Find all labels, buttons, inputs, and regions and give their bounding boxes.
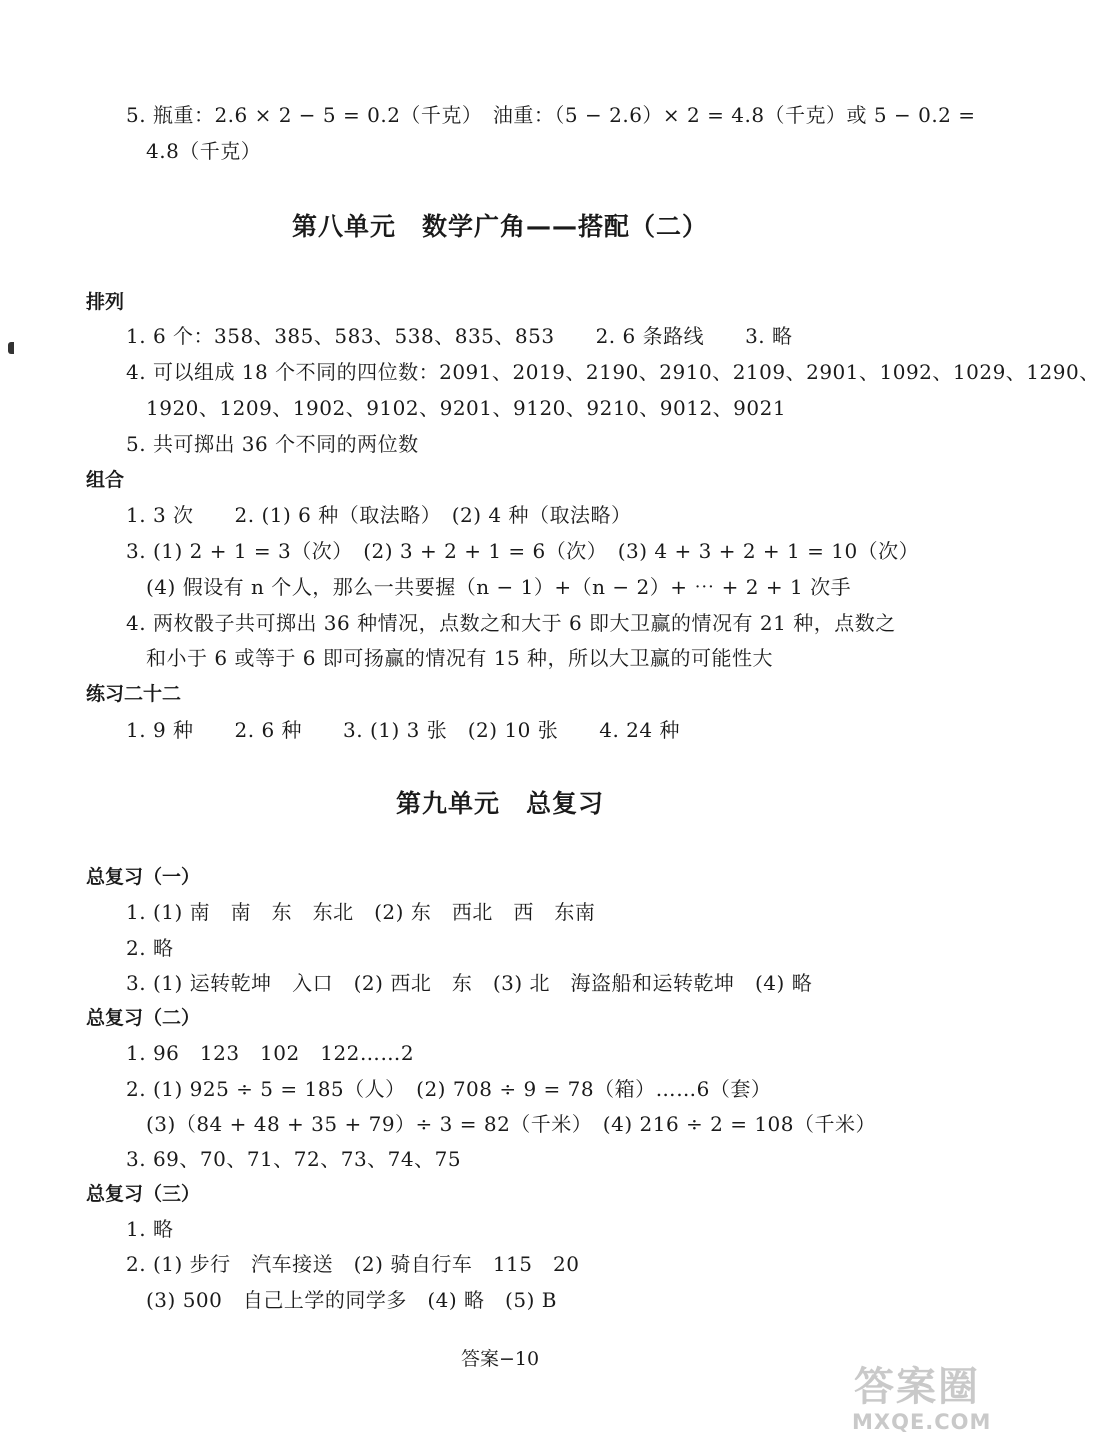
section-heading-combination: 组合	[86, 469, 125, 491]
section-heading-review-1: 总复习（一）	[86, 866, 201, 888]
page-number: 答案−10	[460, 1348, 540, 1370]
answer-line: 2. 略	[126, 936, 174, 960]
binding-mark	[8, 342, 14, 354]
answer-line: 1. 略	[126, 1217, 174, 1241]
section-heading-exercise-22: 练习二十二	[86, 683, 182, 705]
section-heading-review-2: 总复习（二）	[86, 1007, 201, 1029]
watermark-logo	[852, 1364, 992, 1442]
answer-5-bottle-weight: 5. 瓶重：2.6 × 2 − 5 = 0.2（千克） 油重：（5 − 2.6）× 2 = 4.8（千克）或 5 − 0.2 =	[126, 103, 976, 127]
section-heading-permutation: 排列	[86, 291, 125, 313]
unit-9-title: 第九单元 总复习	[395, 789, 604, 818]
answer-line: 1. (1) 南 南 东 东北 (2) 东 西北 西 东南	[126, 900, 596, 924]
answer-5-continued: 4.8（千克）	[146, 139, 262, 163]
answer-line: 1. 6 个：358、385、583、538、835、853 2. 6 条路线 3. 略	[126, 324, 793, 348]
watermark-url: MXQE.COM	[852, 1410, 992, 1434]
answer-line: (3)（84 + 48 + 35 + 79）÷ 3 = 82（千米） (4) 216 ÷ 2 = 108（千米）	[146, 1112, 877, 1136]
answer-line: 5. 共可掷出 36 个不同的两位数	[126, 432, 419, 456]
answer-line: 2. (1) 步行 汽车接送 (2) 骑自行车 115 20	[126, 1252, 580, 1276]
answer-line: 1. 3 次 2. (1) 6 种（取法略） (2) 4 种（取法略）	[126, 503, 632, 527]
answer-line: 3. 69、70、71、72、73、74、75	[126, 1147, 462, 1171]
answer-line: 4. 可以组成 18 个不同的四位数：2091、2019、2190、2910、2109、2901、1092、1029、1290、	[126, 360, 1100, 384]
unit-8-title: 第八单元 数学广角——搭配（二）	[291, 212, 708, 241]
answer-line: 2. (1) 925 ÷ 5 = 185（人） (2) 708 ÷ 9 = 78（箱）……6（套）	[126, 1077, 772, 1101]
watermark-text: 答案圈	[854, 1364, 980, 1410]
answer-line: 3. (1) 运转乾坤 入口 (2) 西北 东 (3) 北 海盗船和运转乾坤 (4) 略	[126, 971, 813, 995]
answer-line: 和小于 6 或等于 6 即可扬赢的情况有 15 种，所以大卫赢的可能性大	[146, 646, 774, 670]
answer-line: 1920、1209、1902、9102、9201、9120、9210、9012、9021	[146, 396, 787, 420]
answer-line: (4) 假设有 n 个人，那么一共要握（n − 1）+（n − 2）+ ⋯ + 2 + 1 次手	[146, 575, 852, 599]
answer-line: 3. (1) 2 + 1 = 3（次） (2) 3 + 2 + 1 = 6（次） (3) 4 + 3 + 2 + 1 = 10（次）	[126, 539, 920, 563]
answer-line: 4. 两枚骰子共可掷出 36 种情况，点数之和大于 6 即大卫赢的情况有 21 种，点数之	[126, 611, 896, 635]
answer-line: (3) 500 自己上学的同学多 (4) 略 (5) B	[146, 1288, 557, 1312]
answer-line: 1. 9 种 2. 6 种 3. (1) 3 张 (2) 10 张 4. 24 种	[126, 718, 680, 742]
section-heading-review-3: 总复习（三）	[86, 1183, 201, 1205]
answer-line: 1. 96 123 102 122……2	[126, 1041, 415, 1065]
